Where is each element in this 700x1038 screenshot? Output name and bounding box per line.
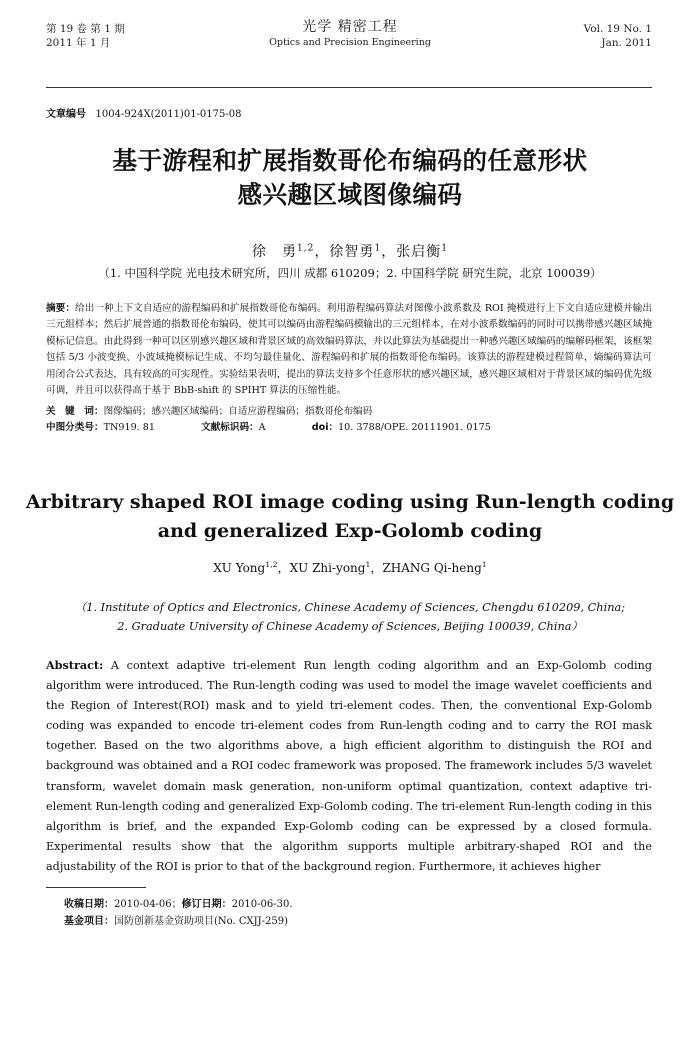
abstract-zh-text: 给出一种上下文自适应的游程编码和扩展指数哥伦布编码。利用游程编码算法对图像小波系数及 ROI 掩模进行上下文自适应建模并输出三元组样本；然后扩展普通的指数哥伦布编码，使其可以编码由游程编码模输出的三元组样本，在对小波系数编码的同时可以携带感兴趣区域掩模标记信息。由此得到一种可以区别感兴趣区域和背景区域的高效编码算法，并以此算法为基础提出一种感兴趣区域编码的编解码框架，该框架包括 5/3 小波变换、小波域掩模标记生成、不均匀最佳量化、游程编码和扩展的指数哥伦布编码。该算法的游程建模过程简单，熵编码算法可用闭合公式表达，具有较高的可实现性。实验结果表明，提出的算法支持多个任意形状的感兴趣区域，感兴趣区域相对于背景区域的编码优先级可调，并且可以获得高于基于 BbB-shift 的 SPIHT 算法的压缩性能。: [46, 303, 652, 397]
clc-label: 中图分类号：: [46, 422, 104, 433]
author-zh-3: ，张启衡: [381, 244, 442, 260]
fund-text: 国防创新基金资助项目(No. CXJJ-259): [114, 916, 289, 927]
running-header-right: [584, 22, 652, 50]
keywords-zh-text: 图像编码；感兴趣区域编码；自适应游程编码；指数哥伦布编码: [103, 406, 373, 417]
title-zh: [0, 144, 700, 212]
affiliation-en-line1: （1. Institute of Optics and Electronics, Chinese Academy of Sciences, Chengdu 610209, China;: [74, 601, 626, 614]
author-zh-1-sup: 1,2: [296, 243, 315, 254]
journal-name-zh: 光学 精密工程: [302, 19, 398, 35]
author-zh-3-sup: 1: [441, 243, 449, 254]
article-number-value: 1004-924X(2011)01-0175-08: [95, 109, 242, 120]
footnote-fund: [64, 914, 288, 930]
keywords-zh: [46, 404, 652, 420]
author-zh-2: ，徐智勇: [314, 244, 375, 260]
author-zh-2-sup: 1: [374, 243, 382, 254]
title-zh-line1: 基于游程和扩展指数哥伦布编码的任意形状: [112, 146, 588, 175]
received-label: 收稿日期：: [64, 899, 114, 910]
fund-label: 基金项目：: [64, 916, 114, 927]
author-en-3-sup: 1: [481, 560, 487, 569]
doi-value: 10. 3788/OPE. 20111901. 0175: [338, 422, 491, 433]
author-en-1-sup: 1,2: [265, 560, 278, 569]
journal-name-en: Optics and Precision Engineering: [269, 37, 431, 48]
footnote-rule: [46, 887, 146, 888]
doc-code-label: 文献标识码：: [201, 422, 259, 433]
abstract-en: [46, 655, 652, 877]
authors-en: [0, 559, 700, 576]
authors-zh: [0, 241, 700, 261]
classification-line: [46, 420, 652, 436]
title-en-line2: and generalized Exp-Golomb coding: [157, 520, 543, 542]
volume-issue-zh: 第 19 卷 第 1 期: [46, 23, 125, 35]
title-zh-line2: 感兴趣区域图像编码: [237, 180, 463, 209]
revised-date: 2010-06-30.: [231, 899, 293, 910]
date-zh: 2011 年 1 月: [46, 37, 111, 49]
author-en-3: ，ZHANG Qi-heng: [370, 561, 482, 575]
author-en-2-sup: 1: [365, 560, 371, 569]
volume-issue-en: Vol. 19 No. 1: [583, 23, 652, 35]
abstract-zh: [46, 301, 652, 399]
keywords-zh-label: 关 键 词：: [46, 406, 104, 417]
date-en: Jan. 2011: [601, 37, 652, 49]
title-en: [0, 488, 700, 546]
revised-label: 修订日期：: [181, 899, 232, 910]
affiliations-en: [0, 598, 700, 636]
doi-label: doi：: [311, 422, 339, 433]
affiliation-en-line2: 2. Graduate University of Chinese Academy of Sciences, Beijing 100039, China）: [117, 620, 583, 633]
author-en-2: ，XU Zhi-yong: [277, 561, 366, 575]
doc-code-value: A: [258, 422, 266, 433]
abstract-en-text: A context adaptive tri-element Run length coding algorithm and an Exp-Golomb coding algorithm were introduced. The Run-length coding was used to model the image wavelet coefficients and the Region of Interest(ROI) mask and to yield tri-element codes. Then, the conventional Exp-Golomb coding was expanded to encode tri-element codes from Run-length coding and to carry the ROI mask together. Based on the two algorithms above, a high efficient algorithm to distinguish the ROI and background was obtained and a ROI codec framework was proposed. The framework includes 5/3 wavelet transform, wavelet domain mask generation, non-uniform optimal quantization, context adaptive tri-element Run-length coding and generalized Exp-Golomb coding. The tri-element Run-length coding in this algorithm is brief, and the expanded Exp-Golomb coding can be expressed by a closed formula. Experimental results show that the algorithm supports multiple arbitrary-shaped ROI and the adjustability of the ROI is prior to that of the background region. Furthermore, it achieves higher: [46, 659, 652, 873]
received-date: 2010-04-06；: [114, 899, 182, 910]
clc-value: TN919. 81: [103, 422, 155, 433]
abstract-en-label: Abstract:: [46, 658, 104, 672]
abstract-zh-label: 摘要：: [46, 303, 76, 314]
affiliations-zh: （1. 中国科学院 光电技术研究所，四川 成都 610209；2. 中国科学院 研究生院，北京 100039）: [98, 266, 602, 280]
footnote-dates: [64, 897, 293, 913]
article-number: [46, 105, 242, 120]
article-number-label: 文章编号: [46, 109, 86, 120]
header-rule: [46, 87, 652, 88]
author-zh-1: 徐 勇: [251, 244, 297, 260]
author-en-1: XU Yong: [213, 561, 266, 575]
title-en-line1: Arbitrary shaped ROI image coding using Run-length coding: [25, 491, 675, 513]
